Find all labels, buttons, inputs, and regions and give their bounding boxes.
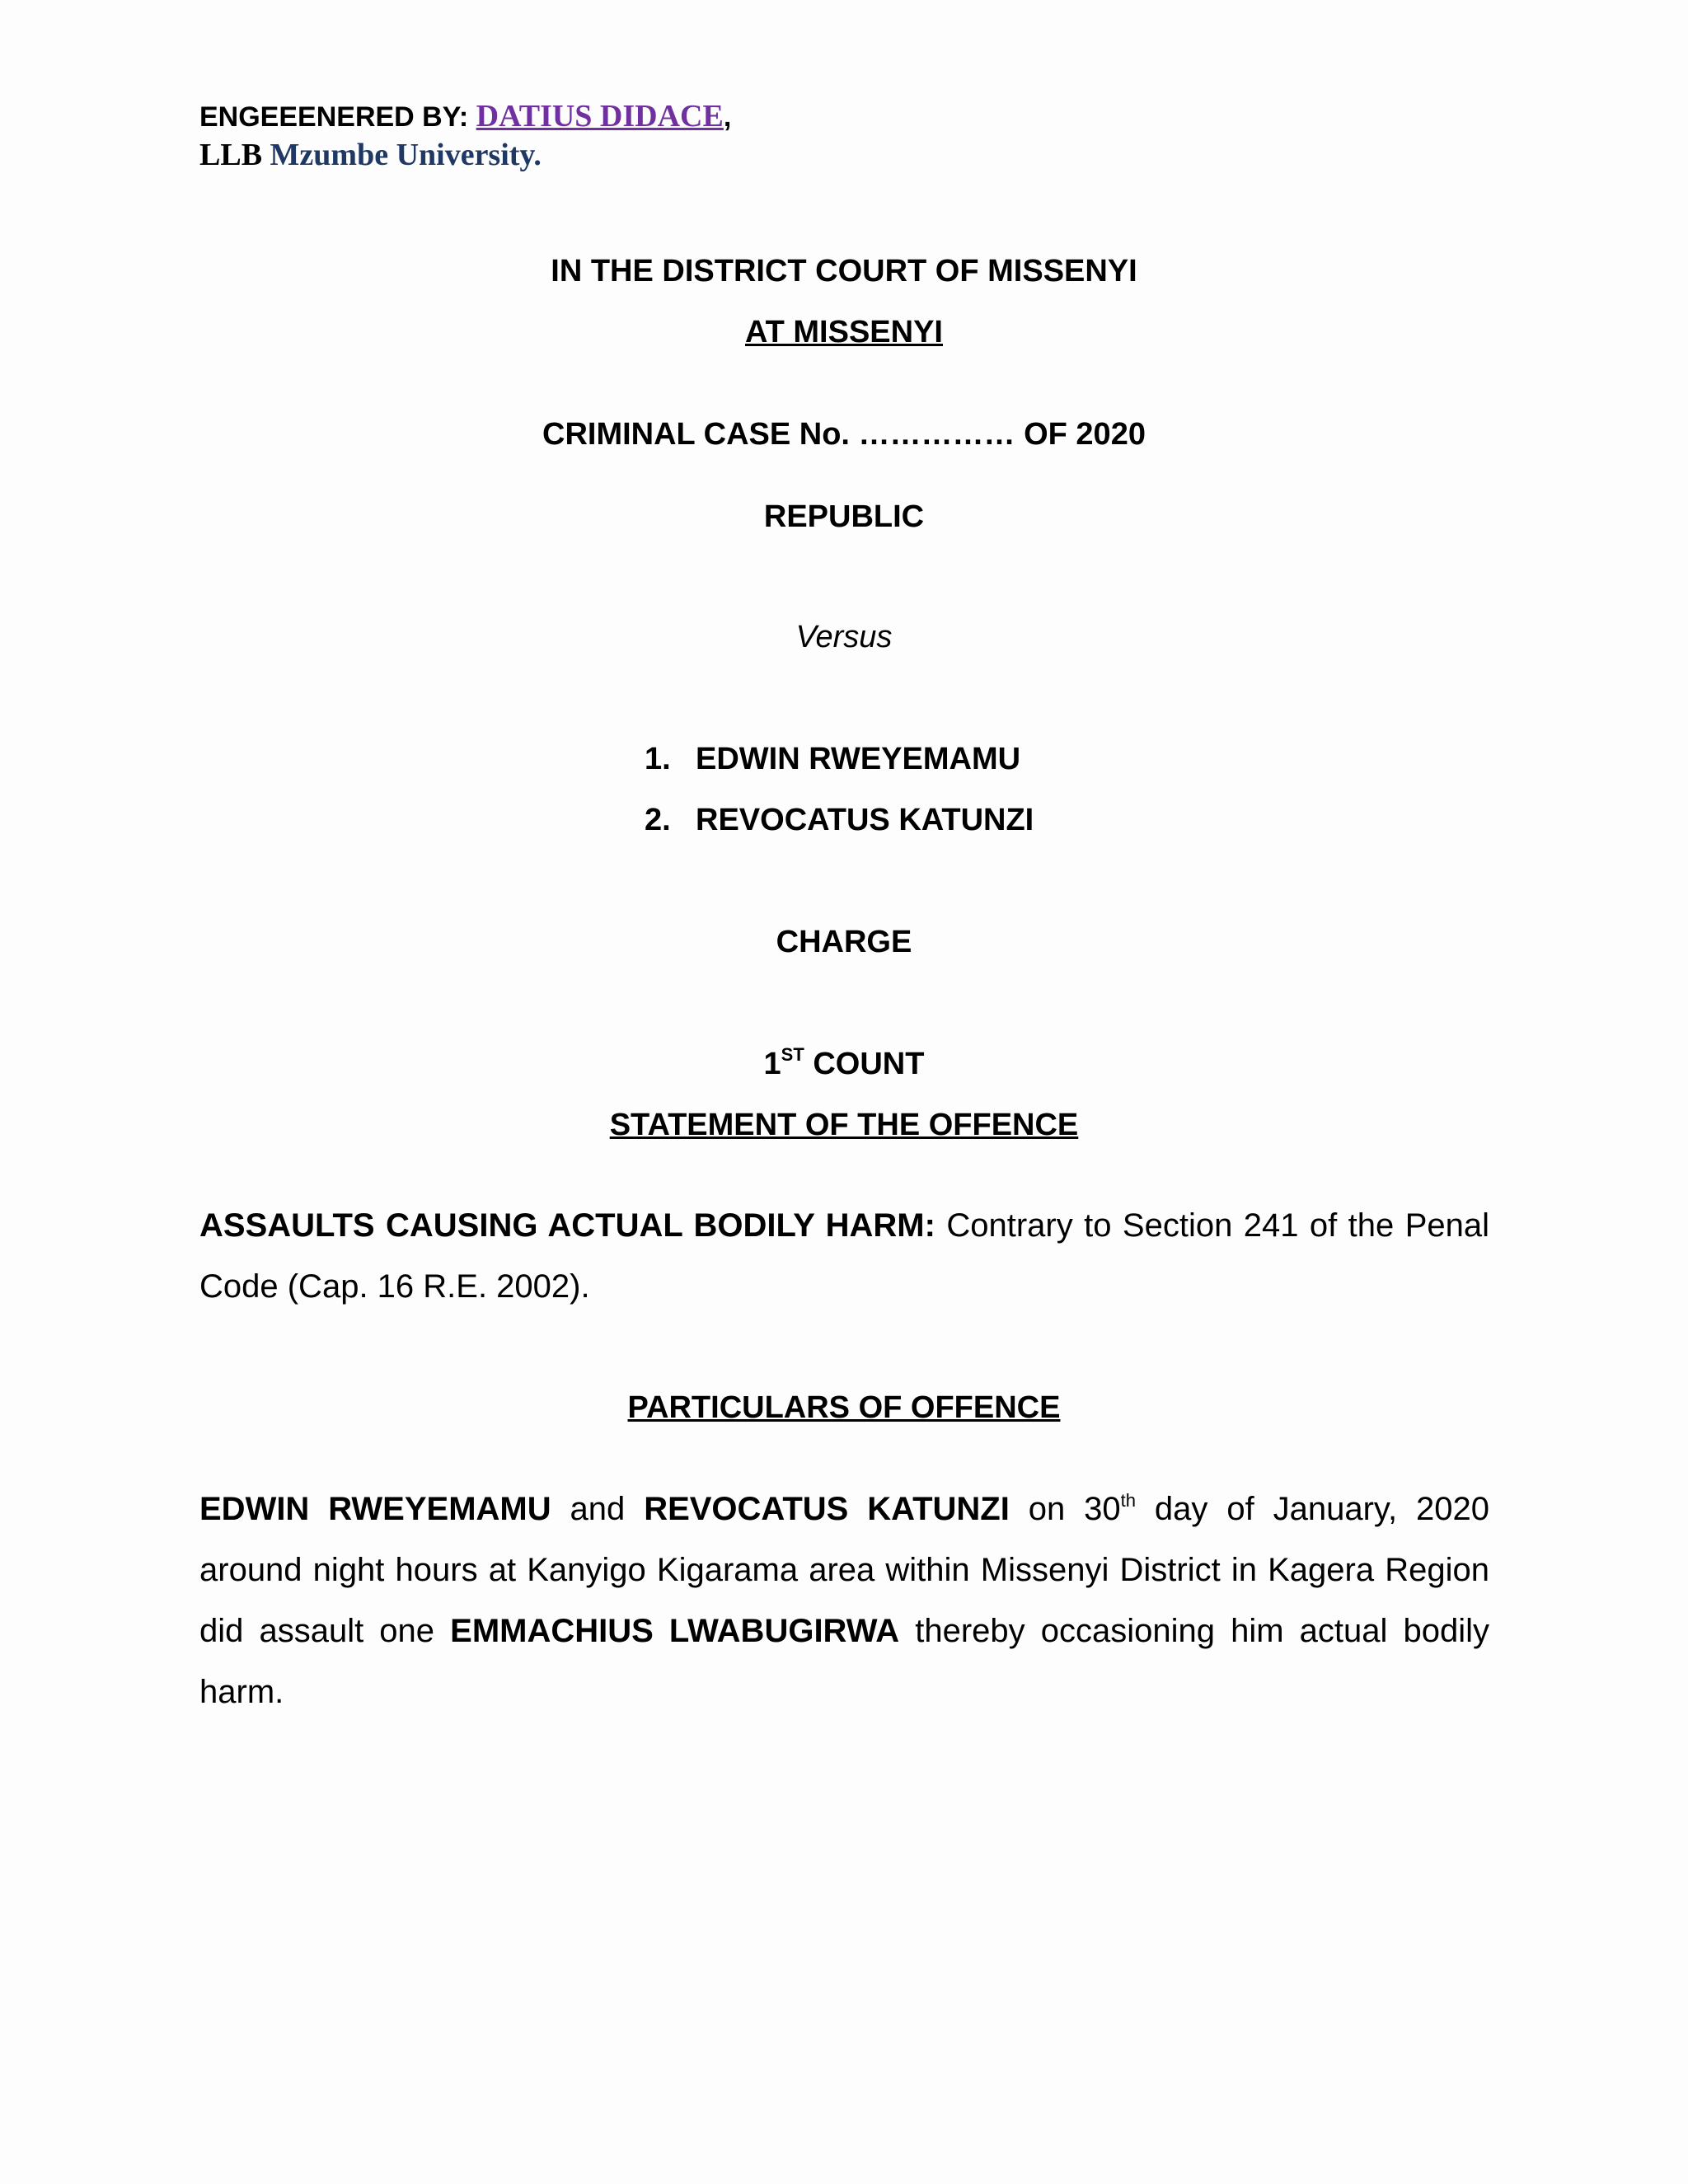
particulars-heading: PARTICULARS OF OFFENCE xyxy=(627,1390,1061,1425)
particulars-and: and xyxy=(551,1491,645,1527)
victim-name: EMMACHIUS LWABUGIRWA xyxy=(450,1613,900,1649)
statement-heading: STATEMENT OF THE OFFENCE xyxy=(609,1108,1079,1142)
offence-name: ASSAULTS CAUSING ACTUAL BODILY HARM: xyxy=(199,1207,935,1244)
court-location-wrap xyxy=(0,312,1688,352)
document-header xyxy=(199,97,731,174)
count-heading xyxy=(0,1044,1688,1084)
versus-label: Versus xyxy=(795,620,893,654)
particulars-text-1: on 30 xyxy=(1009,1491,1121,1527)
particulars-paragraph xyxy=(199,1479,1489,1722)
engineered-by-label: ENGEEENERED BY: xyxy=(199,101,476,133)
particulars-text-3: thereby occasioning him actual bodily harm. xyxy=(199,1613,1489,1710)
accused-number: 1. xyxy=(645,742,671,776)
accused-name: REVOCATUS KATUNZI xyxy=(696,803,1034,837)
court-location: AT MISSENYI xyxy=(745,315,943,349)
university-name: Mzumbe University. xyxy=(270,138,542,172)
offence-section: Contrary to Section 241 of the Penal Code (Cap. 16 R.E. 2002). xyxy=(199,1207,1489,1305)
case-number: CRIMINAL CASE No. …………… OF 2020 xyxy=(542,417,1146,452)
accused-item-2 xyxy=(645,800,1034,840)
statement-heading-wrap xyxy=(0,1105,1688,1145)
prosecutor: REPUBLIC xyxy=(763,499,925,534)
day-ordinal: th xyxy=(1120,1490,1137,1511)
degree: LLB xyxy=(199,138,270,172)
accused-1-name: EDWIN RWEYEMAMU xyxy=(199,1491,551,1527)
author-suffix: , xyxy=(723,101,732,133)
accused-item-1 xyxy=(645,739,1020,779)
charge-heading: CHARGE xyxy=(776,925,912,959)
author-link[interactable]: DATIUS DIDACE xyxy=(476,99,724,134)
particulars-text-2: day of January, 2020 around night hours at Kanyigo Kigarama area within Missenyi District in Kagera Region did assault one xyxy=(199,1491,1489,1649)
count-number: 1 xyxy=(763,1047,781,1081)
statement-paragraph xyxy=(199,1195,1489,1317)
accused-2-name: REVOCATUS KATUNZI xyxy=(644,1491,1010,1527)
accused-number: 2. xyxy=(645,803,671,837)
particulars-heading-wrap xyxy=(0,1388,1688,1427)
engineered-by-line xyxy=(199,97,731,136)
affiliation-line xyxy=(199,136,731,174)
count-word: COUNT xyxy=(804,1047,925,1081)
court-title: IN THE DISTRICT COURT OF MISSENYI xyxy=(551,254,1137,288)
count-ordinal: ST xyxy=(781,1044,804,1065)
accused-name: EDWIN RWEYEMAMU xyxy=(696,742,1021,776)
